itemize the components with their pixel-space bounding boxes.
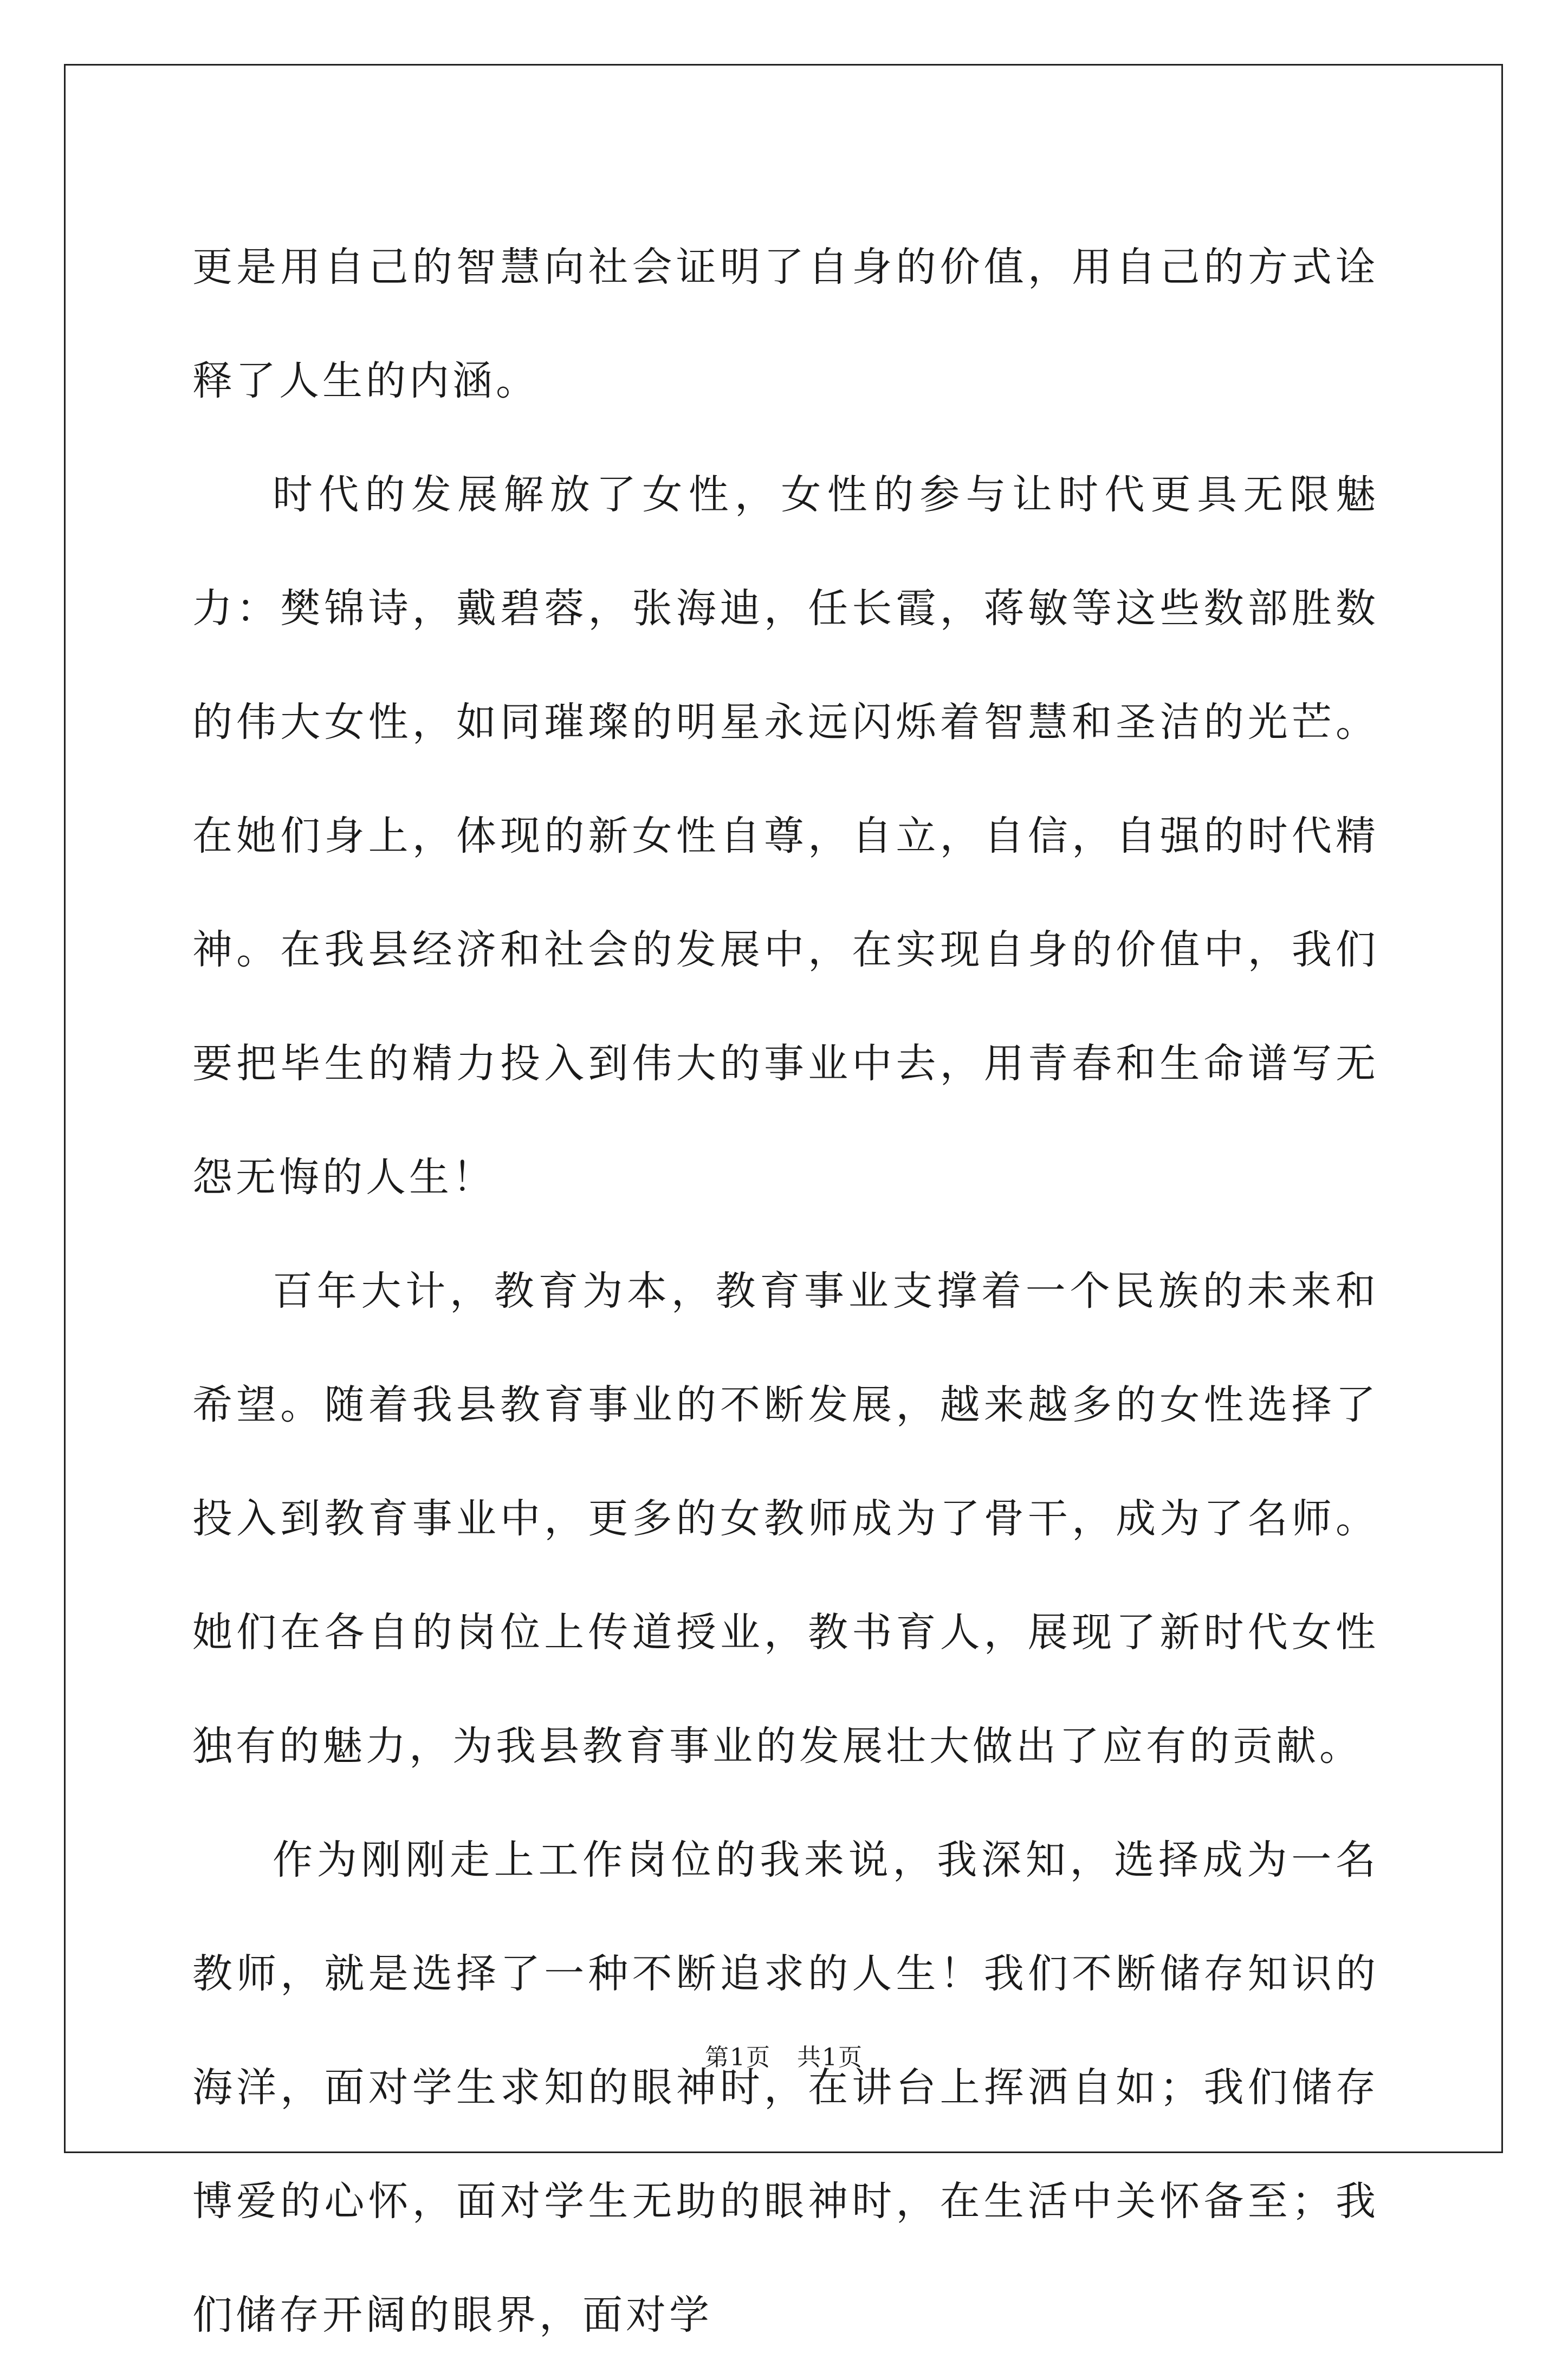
page-footer — [0, 2042, 1568, 2074]
paragraph: 作为刚刚走上工作岗位的我来说，我深知，选择成为一名教师，就是选择了一种不断追求的人生！我们不断储存知识的海洋，面对学生求知的眼神时，在讲台上挥洒自如；我们储存博爱的心怀，面对学生无助的眼神时，在生活中关怀备至；我们储存开阔的眼界，面对学 — [192, 1837, 1379, 2338]
page-number: 第1页 — [705, 2044, 772, 2071]
paragraph: 更是用自己的智慧向社会证明了自身的价值，用自己的方式诠释了人生的内涵。 — [192, 244, 1379, 404]
paragraph: 时代的发展解放了女性，女性的参与让时代更具无限魅力：樊锦诗，戴碧蓉，张海迪，任长霞，蒋敏等这些数部胜数的伟大女性，如同璀璨的明星永远闪烁着智慧和圣洁的光芒。在她们身上，体现的新女性自尊，自立，自信，自强的时代精神。在我县经济和社会的发展中，在实现自身的价值中，我们要把毕生的精力投入到伟大的事业中去，用青春和生命谱写无怨无悔的人生！ — [192, 471, 1379, 1201]
paragraph: 百年大计，教育为本，教育事业支撑着一个民族的未来和希望。随着我县教育事业的不断发展，越来越多的女性选择了投入到教育事业中，更多的女教师成为了骨干，成为了名师。她们在各自的岗位上传道授业，教书育人，展现了新时代女性独有的魅力，为我县教育事业的发展壮大做出了应有的贡献。 — [192, 1268, 1379, 1770]
page-total: 共1页 — [796, 2044, 863, 2071]
